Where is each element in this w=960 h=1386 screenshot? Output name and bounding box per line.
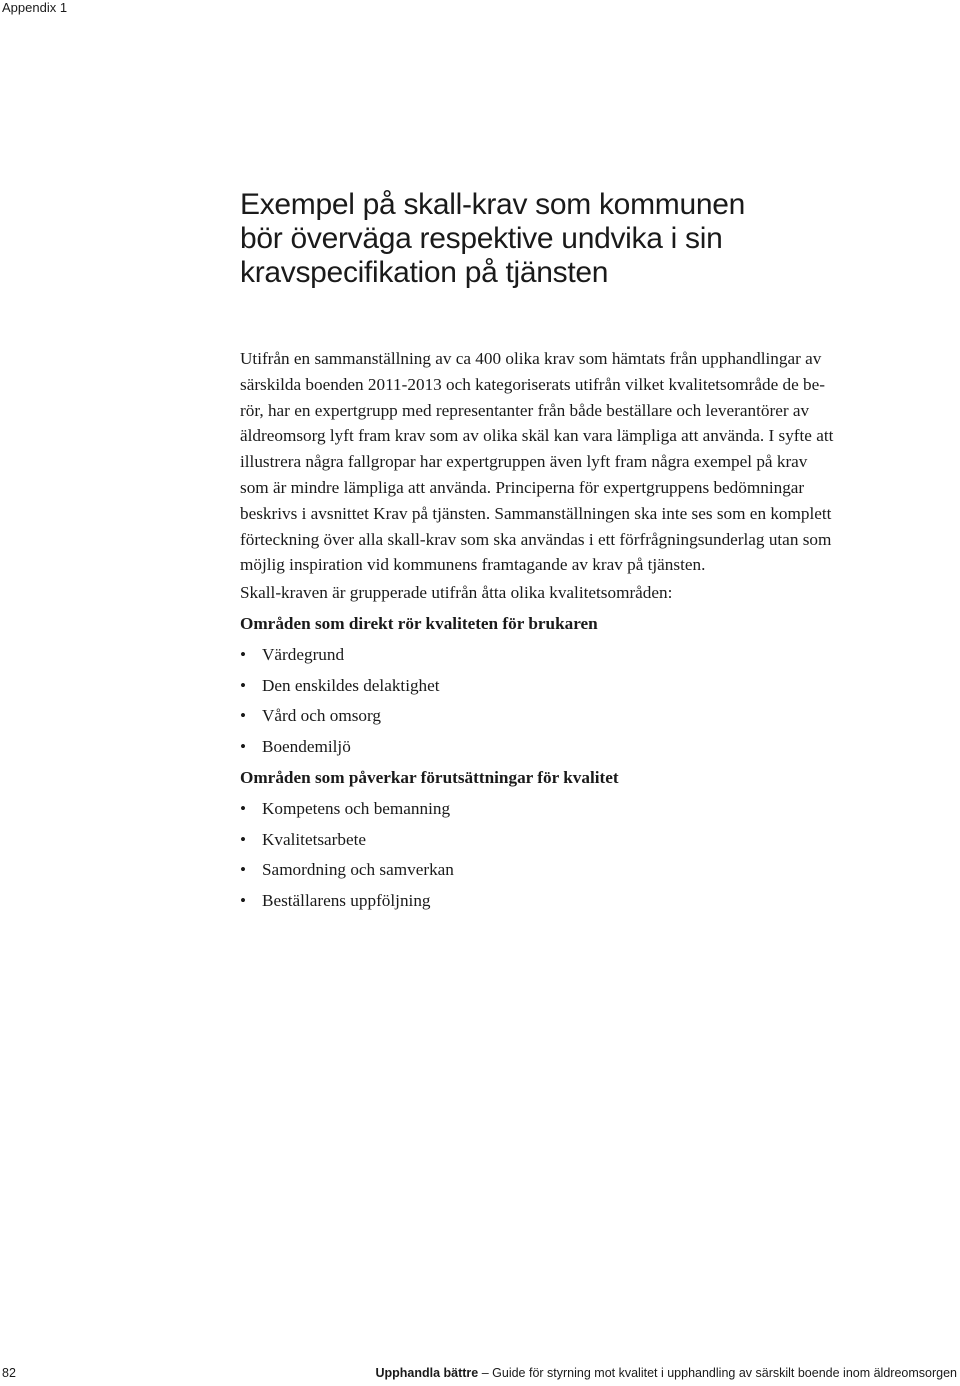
footer-separator: – — [481, 1366, 489, 1380]
appendix-label: Appendix 1 — [2, 0, 68, 15]
footer-brand: Upphandla bättre — [375, 1366, 479, 1380]
page-title — [240, 188, 880, 290]
list-item — [240, 701, 960, 732]
intro-line: särskilda boenden 2011-2013 och kategoriserats utifrån vilket kvalitetsområde de be- — [240, 374, 825, 394]
section-heading-user-quality: Områden som direkt rör kvaliteten för brukaren — [240, 613, 598, 633]
intro-paragraph — [240, 346, 960, 578]
bullet-icon: • — [240, 737, 247, 757]
intro-line: som är mindre lämpliga att använda. Principerna för expertgruppens bedömningar — [240, 477, 805, 497]
title-line: Exempel på skall-krav som kommunen — [240, 188, 745, 221]
list-item — [240, 794, 960, 825]
intro-line: beskrivs i avsnittet Krav på tjänsten. Sammanställningen ska inte ses som en komplett — [240, 503, 832, 523]
list-item — [240, 671, 960, 702]
intro-line: förteckning över alla skall-krav som ska användas i ett förfrågningsunderlag utan som — [240, 529, 832, 549]
list-item-label: Beställarens uppföljning — [262, 891, 431, 911]
intro-line: Utifrån en sammanställning av ca 400 olika krav som hämtats från upphandlingar av — [240, 349, 822, 368]
list-item — [240, 640, 960, 671]
bullet-icon: • — [240, 675, 247, 695]
body-content — [240, 346, 960, 917]
list-item-label: Värdegrund — [262, 644, 345, 664]
section-heading-quality-conditions: Områden som påverkar förutsättningar för kvalitet — [240, 767, 619, 787]
bullet-icon: • — [240, 891, 247, 911]
list-item-label: Kompetens och bemanning — [262, 798, 451, 818]
intro-line: rör, har en expertgrupp med representanter från både beställare och leverantörer av — [240, 400, 810, 420]
title-line: bör överväga respektive undvika i sin — [240, 222, 723, 255]
bullet-icon: • — [240, 798, 247, 818]
intro-line: möjlig inspiration vid kommunens framtagande av krav på tjänsten. — [240, 555, 706, 575]
list-item — [240, 886, 960, 917]
grouping-intro: Skall-kraven är grupperade utifrån åtta olika kvalitetsområden: — [240, 583, 673, 603]
list-item-label: Vård och omsorg — [262, 706, 382, 726]
list-item — [240, 732, 960, 763]
title-line: kravspecifikation på tjänsten — [240, 256, 609, 289]
list-item-label: Boendemiljö — [262, 737, 351, 757]
intro-line: illustrera några fallgropar har expertgruppen även lyft fram några exempel på krav — [240, 452, 808, 472]
intro-line: äldreomsorg lyft fram krav som av olika skäl kan vara lämpliga att använda. I syfte att — [240, 426, 834, 446]
footer-subtitle: Guide för styrning mot kvalitet i upphandling av särskilt boende inom äldreomsorgen — [492, 1366, 957, 1380]
bullet-icon: • — [240, 644, 247, 664]
bullet-icon: • — [240, 829, 247, 849]
list-item — [240, 825, 960, 856]
list-item-label: Den enskildes delaktighet — [262, 675, 440, 695]
list-item-label: Kvalitetsarbete — [262, 829, 367, 849]
list-item — [240, 855, 960, 886]
list-item-label: Samordning och samverkan — [262, 860, 454, 880]
bullet-icon: • — [240, 860, 247, 880]
footer-caption — [375, 1366, 957, 1380]
page-number: 82 — [2, 1366, 16, 1380]
bullet-icon: • — [240, 706, 247, 726]
page-footer — [0, 1366, 960, 1386]
